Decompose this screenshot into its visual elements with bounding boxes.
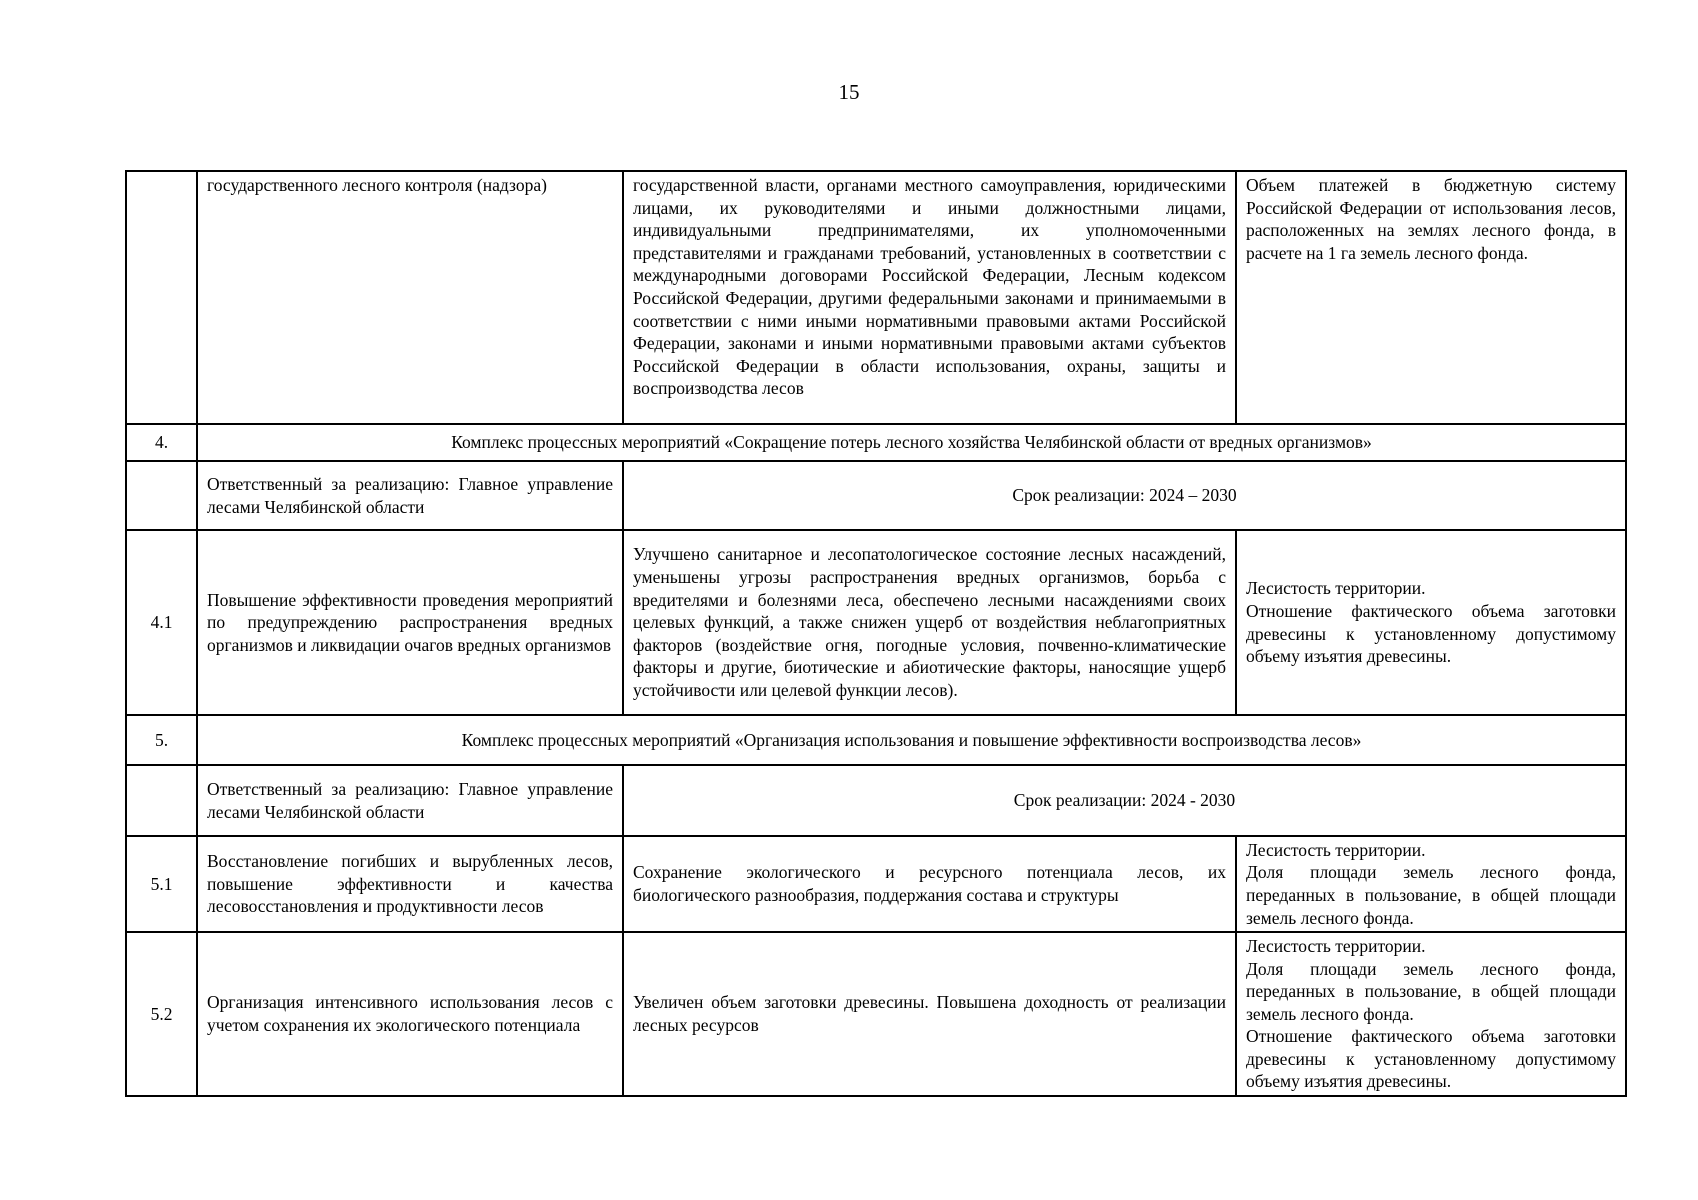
responsible-cell: Ответственный за реализацию: Главное управление лесами Челябинской области — [197, 461, 623, 530]
table-row — [126, 932, 1626, 1096]
indicator-item: Лесистость территории. — [1246, 935, 1426, 956]
table-row — [126, 171, 1626, 424]
row-number — [126, 171, 197, 424]
task-cell: Организация интенсивного использования лесов с учетом сохранения их экологического потенциала — [197, 932, 623, 1096]
term-cell: Срок реализации: 2024 - 2030 — [623, 765, 1626, 836]
indicator-item: Отношение фактического объема заготовки древесины к установленному допустимому объему изъятия древесины. — [1246, 600, 1616, 667]
section-number: 5. — [126, 715, 197, 765]
indicator-item: Лесистость территории. — [1246, 839, 1426, 860]
task-cell: государственного лесного контроля (надзора) — [197, 171, 623, 424]
row-number — [126, 765, 197, 836]
row-number: 4.1 — [126, 530, 197, 715]
indicator-item: Лесистость территории. — [1246, 578, 1426, 599]
section-title: Комплекс процессных мероприятий «Сокращение потерь лесного хозяйства Челябинской области от вредных организмов» — [197, 424, 1626, 461]
responsible-row — [126, 765, 1626, 836]
page-number: 15 — [838, 80, 860, 104]
indicator-cell — [1236, 932, 1626, 1096]
table-row — [126, 530, 1626, 715]
program-table — [125, 170, 1627, 1097]
row-number — [126, 461, 197, 530]
indicator-item: Отношение фактического объема заготовки древесины к установленному допустимому объему изъятия древесины. — [1246, 1026, 1616, 1092]
section-number: 4. — [126, 424, 197, 461]
indicator-item: Доля площади земель лесного фонда, переданных в пользование, в общей площади земель лесного фонда. — [1246, 862, 1616, 928]
task-cell: Повышение эффективности проведения мероприятий по предупреждению распространения вредных организмов и ликвидации очагов вредных организмов — [197, 530, 623, 715]
row-number: 5.1 — [126, 836, 197, 932]
effect-cell: Улучшено санитарное и лесопатологическое состояние лесных насаждений, уменьшены угрозы распространения вредных организмов, борьба с вредителями и болезнями леса, обеспечено лесными насаждениями своих целевых функций, а также снижен ущерб от воздействия неблагоприятных факторов (воздействие огня, погодные условия, почвенно-климатические факторы и другие, биотические и абиотические факторы, наносящие ущерб устойчивости или целевой функции лесов). — [623, 530, 1236, 715]
task-cell: Восстановление погибших и вырубленных лесов, повышение эффективности и качества лесовосстановления и продуктивности лесов — [197, 836, 623, 932]
indicator-cell: Объем платежей в бюджетную систему Российской Федерации от использования лесов, расположенных на землях лесного фонда, в расчете на 1 га земель лесного фонда. — [1236, 171, 1626, 424]
indicator-cell — [1236, 836, 1626, 932]
effect-cell: государственной власти, органами местного самоуправления, юридическими лицами, их руководителями и иными должностными лицами, индивидуальными предпринимателями, их уполномоченными представителями и гражданами требований, установленных в соответствии с международными договорами Российской Федерации, Лесным кодексом Российской Федерации, другими федеральными законами и принимаемыми в соответствии с ними иными нормативными правовыми актами Российской Федерации, законами и иными нормативными правовыми актами субъектов Российской Федерации в области использования, охраны, защиты и воспроизводства лесов — [623, 171, 1236, 424]
row-number: 5.2 — [126, 932, 197, 1096]
responsible-cell: Ответственный за реализацию: Главное управление лесами Челябинской области — [197, 765, 623, 836]
table-row — [126, 836, 1626, 932]
term-cell: Срок реализации: 2024 – 2030 — [623, 461, 1626, 530]
section-header-row — [126, 424, 1626, 461]
effect-cell: Увеличен объем заготовки древесины. Повышена доходность от реализации лесных ресурсов — [623, 932, 1236, 1096]
indicator-item: Доля площади земель лесного фонда, переданных в пользование, в общей площади земель лесного фонда. — [1246, 958, 1616, 1024]
section-title: Комплекс процессных мероприятий «Организация использования и повышение эффективности воспроизводства лесов» — [197, 715, 1626, 765]
effect-cell: Сохранение экологического и ресурсного потенциала лесов, их биологического разнообразия, поддержания состава и структуры — [623, 836, 1236, 932]
responsible-row — [126, 461, 1626, 530]
indicator-cell — [1236, 530, 1626, 715]
section-header-row — [126, 715, 1626, 765]
